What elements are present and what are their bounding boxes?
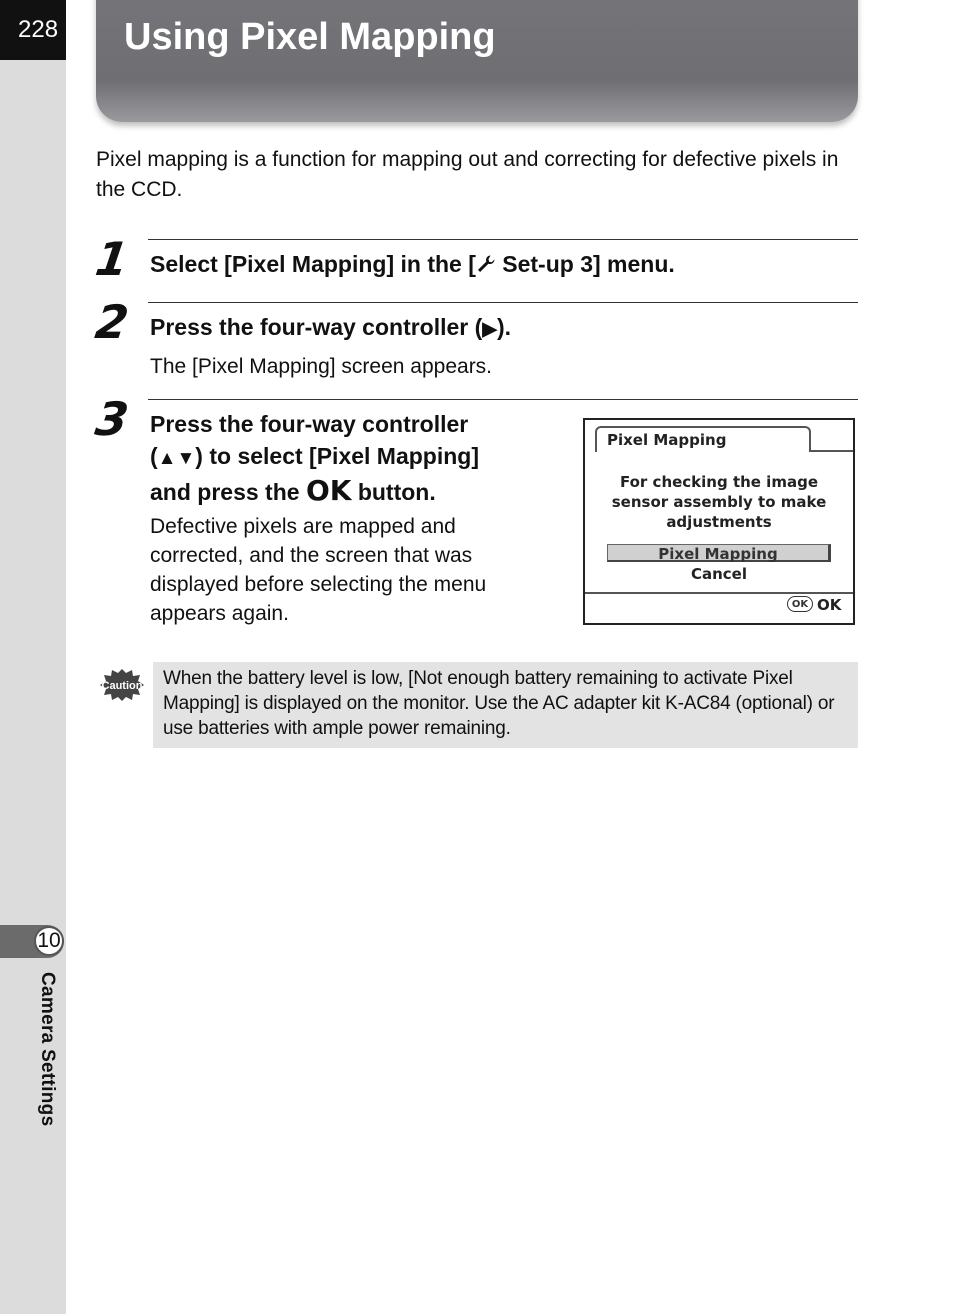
step-title-text: button. [351, 479, 436, 505]
step-title-text: Select [Pixel Mapping] in the [ [150, 251, 476, 277]
screen-description-line: sensor assembly to make [611, 493, 827, 511]
step-title-line [150, 440, 479, 475]
screen-tab-label: Pixel Mapping [607, 431, 727, 449]
step-title [150, 311, 511, 346]
screen-cancel-option: Cancel [690, 565, 747, 583]
screen-description [597, 472, 841, 532]
step-divider [148, 399, 858, 400]
page-number: 228 [0, 0, 66, 60]
ok-badge-icon: OK [787, 596, 813, 612]
step-title-text: ). [496, 314, 511, 340]
page-title: Using Pixel Mapping [124, 16, 496, 58]
screen-ok-label: OK [817, 596, 842, 614]
wrench-icon [476, 251, 496, 277]
screen-selected-option: Pixel Mapping [607, 544, 831, 562]
step-divider [148, 239, 858, 240]
step-title-text: and press the [150, 479, 306, 505]
step-title-line [150, 475, 479, 508]
step-number: 2 [92, 295, 132, 349]
step-body: Defective pixels are mapped and corrected, and the screen that was displayed before selecting the menu appears again. [150, 515, 487, 625]
intro-paragraph: Pixel mapping is a function for mapping out and correcting for defective pixels in the CCD. [96, 148, 839, 201]
step-title [150, 408, 479, 508]
step-title-text: ( [150, 443, 158, 469]
caution-icon [99, 668, 145, 707]
step-title-text: Set-up 3] menu. [495, 251, 675, 277]
step-title-text: ) to select [Pixel Mapping] [195, 443, 480, 469]
screen-frame-line [811, 450, 853, 452]
step-body: The [Pixel Mapping] screen appears. [150, 355, 493, 378]
up-down-arrow-icon: ▲▼ [157, 448, 196, 469]
screen-footer-divider [585, 592, 853, 594]
chapter-number: 10 [34, 926, 64, 956]
step-title [150, 248, 675, 280]
step-title-text: Press the four-way controller ( [150, 314, 483, 340]
screen-description-line: adjustments [666, 513, 772, 531]
step-number: 1 [92, 232, 132, 286]
svg-text:Caution: Caution [101, 680, 143, 692]
step-divider [148, 302, 858, 303]
camera-screen-illustration [583, 418, 855, 625]
step-number: 3 [92, 392, 132, 446]
step-title-line: Press the four-way controller [150, 411, 469, 437]
chapter-title: Camera Settings [37, 972, 58, 1127]
ok-button-icon: OK [305, 474, 352, 507]
screen-description-line: For checking the image [619, 473, 818, 491]
caution-note: When the battery level is low, [Not enough battery remaining to activate Pixel Mapping] is displayed on the monitor. Use the AC adapter kit K-AC84 (optional) or use batteries with ample power remaining. [153, 662, 858, 748]
right-arrow-icon: ▶ [482, 319, 497, 340]
